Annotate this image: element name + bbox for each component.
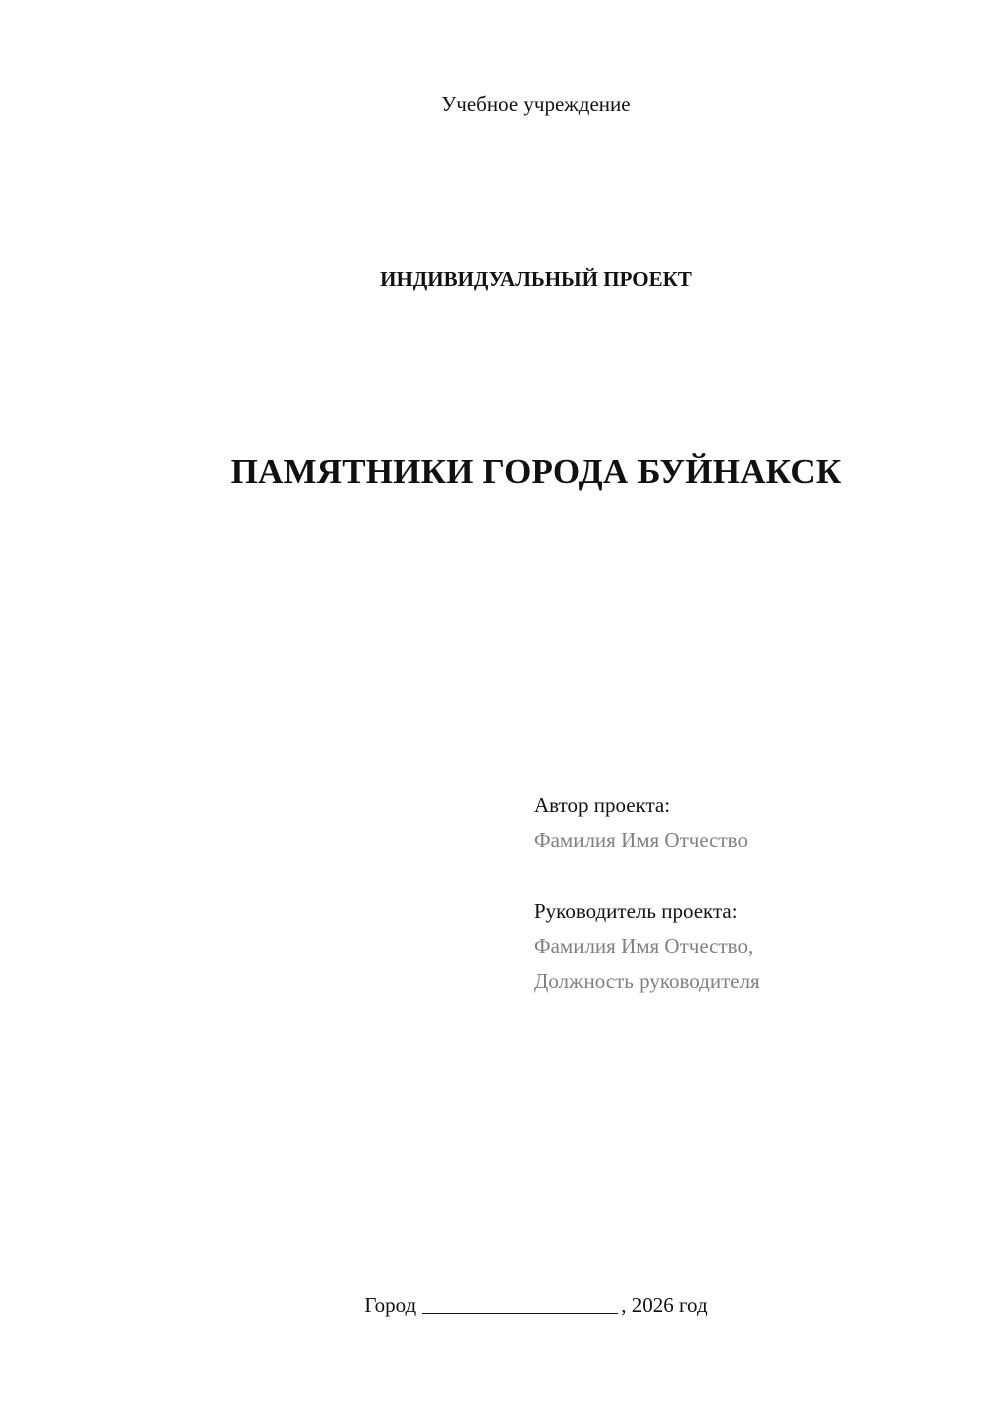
supervisor-label: Руководитель проекта: — [534, 899, 738, 923]
project-type-heading: ИНДИВИДУАЛЬНЫЙ ПРОЕКТ — [380, 267, 692, 291]
institution-name: Учебное учреждение — [441, 92, 631, 116]
footer-city-year — [0, 1291, 1000, 1318]
author-label: Автор проекта: — [534, 793, 671, 817]
project-title: ПАМЯТНИКИ ГОРОДА БУЙНАКСК — [230, 452, 842, 491]
supervisor-name-placeholder: Фамилия Имя Отчество, — [534, 934, 754, 958]
city-blank-line — [422, 1293, 618, 1314]
city-label: Город — [364, 1293, 417, 1317]
author-name-placeholder: Фамилия Имя Отчество — [534, 828, 748, 852]
year-text: , 2026 год — [621, 1293, 708, 1317]
project-credits — [534, 788, 974, 999]
spacer — [534, 858, 974, 894]
supervisor-position-placeholder: Должность руководителя — [534, 969, 760, 993]
